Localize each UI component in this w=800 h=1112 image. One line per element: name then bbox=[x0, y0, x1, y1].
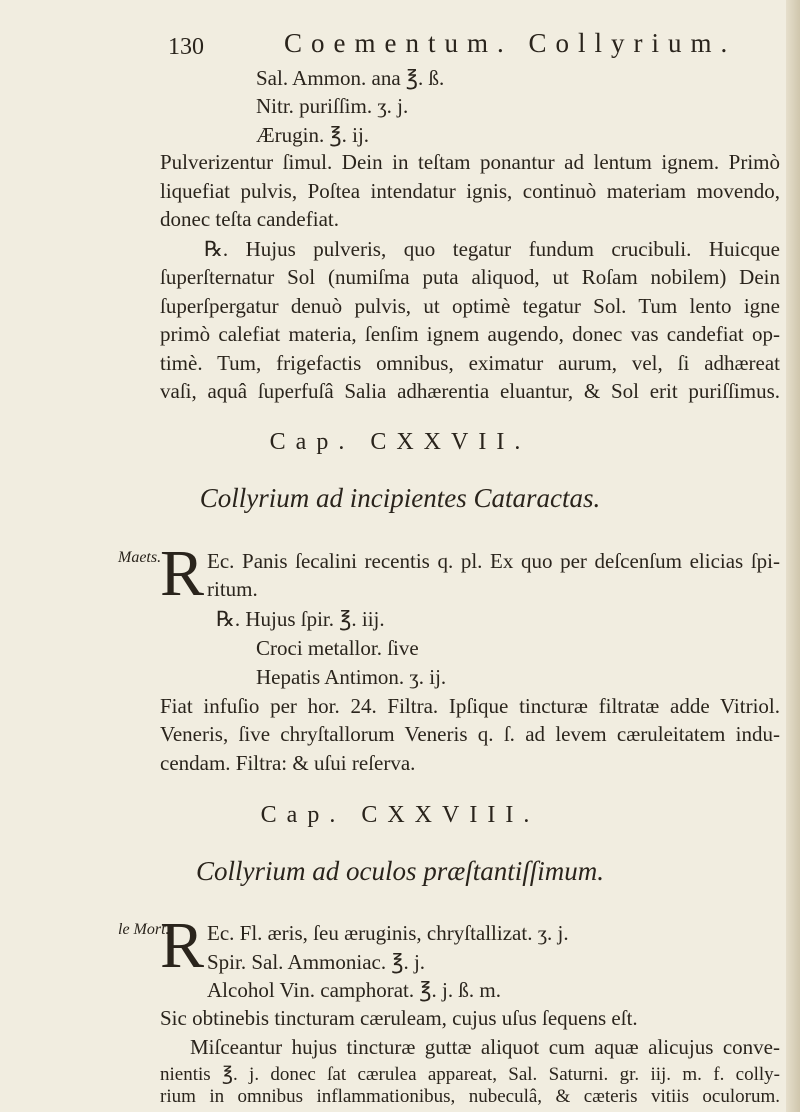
paragraph-line: Pulverizentur ſimul. Dein in teſtam ponantur ad lentum ignem. Primò bbox=[160, 150, 780, 174]
paragraph-line: donec teſta candefiat. bbox=[160, 207, 339, 231]
page-header bbox=[160, 28, 737, 68]
recipe-line: Ec. Panis ſecalini recentis q. pl. Ex quo per deſcenſum elicias ſpi- bbox=[207, 549, 780, 573]
recipe-line: ritum. bbox=[207, 577, 258, 601]
paragraph-line: ſuperſpergatur denuò pulvis, ut optimè tegatur Sol. Tum lento igne bbox=[160, 294, 780, 318]
recipe-line: Nitr. puriſſim. ʒ. j. bbox=[256, 94, 409, 118]
recipe-line: Spir. Sal. Ammoniac. ℥. j. bbox=[207, 950, 426, 974]
margin-note: le Mort. bbox=[118, 921, 170, 938]
recipe-line: Ærugin. ℥. ij. bbox=[256, 123, 370, 147]
recipe-line: Ec. Fl. æris, ſeu æruginis, chryſtallizat. ʒ. j. bbox=[207, 921, 569, 945]
paragraph-line: timè. Tum, frigefactis omnibus, eximatur aurum, vel, ſi adhæreat bbox=[160, 351, 780, 375]
recipe-line: cendam. Filtra: & uſui reſerva. bbox=[160, 751, 416, 775]
paragraph-line: primò calefiat materia, ſenſim ignem augendo, donec vas candefiat op- bbox=[160, 322, 780, 346]
recipe-line: Fiat infuſio per hor. 24. Filtra. Ipſique tincturæ filtratæ adde Vitriol. bbox=[160, 694, 780, 718]
drop-cap: R bbox=[160, 537, 205, 610]
chapter-heading: Cap. CXXVII. bbox=[269, 429, 531, 455]
paragraph-line: vaſi, aquâ ſuperfuſâ Salia adhærentia eluantur, & Sol erit puriſſimus. bbox=[160, 379, 780, 403]
page-edge bbox=[786, 0, 800, 1112]
drop-cap: R bbox=[160, 909, 205, 982]
recipe-line: Croci metallor. ſive bbox=[256, 636, 419, 660]
recipe-line: ℞. Hujus ſpir. ℥. iij. bbox=[216, 607, 385, 631]
margin-note: Maets. bbox=[118, 549, 162, 566]
recipe-line: Sic obtinebis tincturam cæruleam, cujus uſus ſequens eſt. bbox=[160, 1006, 638, 1030]
chapter-title: Collyrium ad oculos præſtantiſſimum. bbox=[195, 856, 605, 886]
recipe-line: Alcohol Vin. camphorat. ℥. j. ß. m. bbox=[207, 978, 501, 1002]
page-number: 130 bbox=[168, 34, 204, 60]
running-title: Coementum. Collyrium. bbox=[284, 28, 737, 58]
recipe-line: nientis ℥. j. donec ſat cærulea appareat, Sal. Saturni. gr. iij. m. f. colly- bbox=[160, 1064, 780, 1085]
recipe-line: Sal. Ammon. ana ℥. ß. bbox=[256, 66, 445, 90]
chapter-heading: Cap. CXXVIII. bbox=[260, 802, 540, 828]
recipe-line: rium in omnibus inflammationibus, nubeculâ, & cæteris vitiis oculorum. bbox=[160, 1086, 780, 1107]
paragraph-line: liquefiat pulvis, Poſtea intendatur ignis, continuò materiam movendo, bbox=[160, 179, 780, 203]
recipe-line: Hepatis Antimon. ʒ. ij. bbox=[256, 665, 447, 689]
recipe-line: Veneris, ſive chryſtallorum Veneris q. ſ. ad levem cæruleitatem indu- bbox=[160, 722, 780, 746]
paragraph-line: ſuperſternatur Sol (numiſma puta aliquod, ut Roſam nobilem) Dein bbox=[160, 265, 780, 289]
recipe-line: Miſceantur hujus tincturæ guttæ aliquot cum aquæ alicujus conve- bbox=[190, 1035, 780, 1059]
paragraph-line: ℞. Hujus pulveris, quo tegatur fundum crucibuli. Huicque bbox=[204, 237, 780, 261]
chapter-title: Collyrium ad incipientes Cataractas. bbox=[199, 483, 601, 513]
